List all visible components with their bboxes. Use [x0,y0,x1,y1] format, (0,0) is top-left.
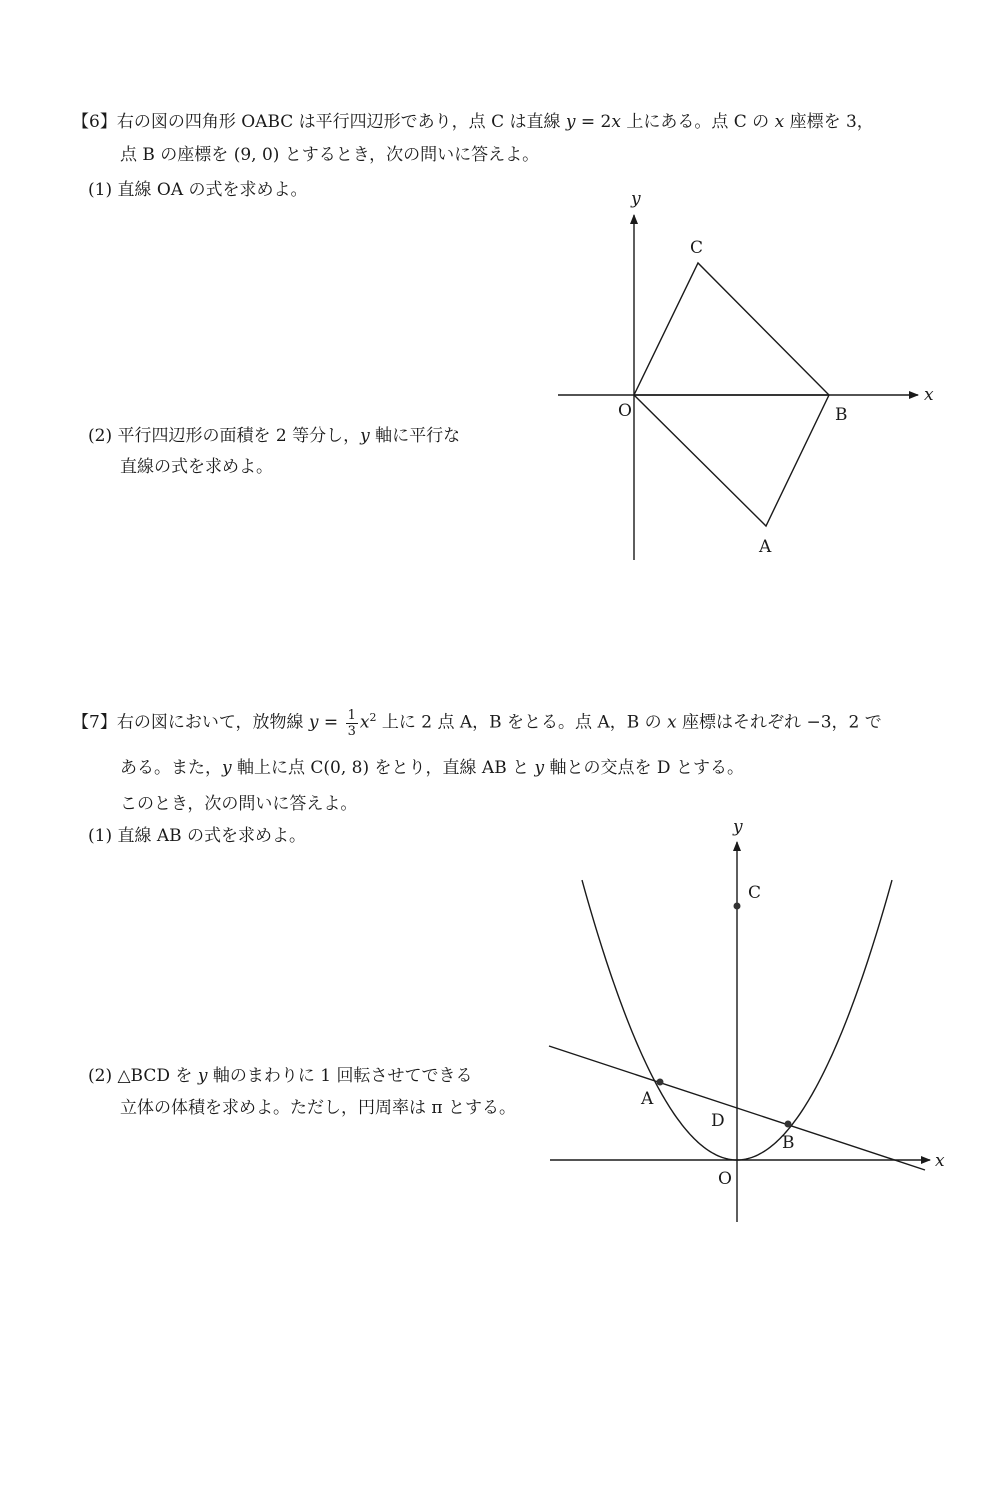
q7-x-label: x [935,1151,945,1171]
q6-part2-line2: 直線の式を求めよ。 [120,457,273,477]
q6-part2-line1: (2) 平行四辺形の面積を 2 等分し，y 軸に平行な [88,426,461,446]
q7-number: 【7】 [72,712,117,733]
q7-label-A: A [641,1089,654,1109]
q6-part1: (1) 直線 OA の式を求めよ。 [88,180,308,200]
q7-fraction: $\frac{1}{3}$ [347,707,356,739]
q6-number: 【6】 [72,112,117,132]
q7-statement-line2: ある。また，y 軸上に点 C(0, 8) をとり，直線 AB と y 軸との交点を D とする。 [120,758,744,778]
q7-point-B [785,1121,792,1128]
q7-part2-line1: (2) △BCD を y 軸のまわりに 1 回転させてできる [88,1066,473,1086]
q7-label-C: C [748,883,762,903]
q7-point-A [657,1079,664,1086]
q6-label-O: O [618,401,632,421]
q7-statement-line1: 【7】右の図において，放物線 y = $\frac{1}{3}$ $x^2$ 上に 2 点 A，B をとる。点 A，B の x 座標はそれぞれ −3，2 で [72,707,882,739]
q6-label-A: A [759,537,772,557]
q6-label-B: B [835,405,848,425]
q6-y-label: y [631,189,641,209]
q6-statement-line1: 【6】右の図の四角形 OABC は平行四辺形であり，点 C は直線 y = 2x 上にある。点 C の x 座標を 3， [72,112,874,132]
q6-x-label: x [924,385,934,405]
q7-statement-line3: このとき，次の問いに答えよ。 [120,794,358,814]
q7-label-O: O [718,1169,732,1189]
q6-label-C: C [690,238,704,258]
q7-part2-line2: 立体の体積を求めよ。ただし，円周率は π とする。 [120,1098,516,1118]
q7-y-label: y [733,817,743,837]
q6-statement-line2: 点 B の座標を (9, 0) とするとき，次の問いに答えよ。 [120,145,540,165]
q7-label-B: B [782,1133,795,1153]
q7-label-D: D [711,1111,725,1131]
q7-part1: (1) 直線 AB の式を求めよ。 [88,826,307,846]
q7-point-C [734,903,741,910]
